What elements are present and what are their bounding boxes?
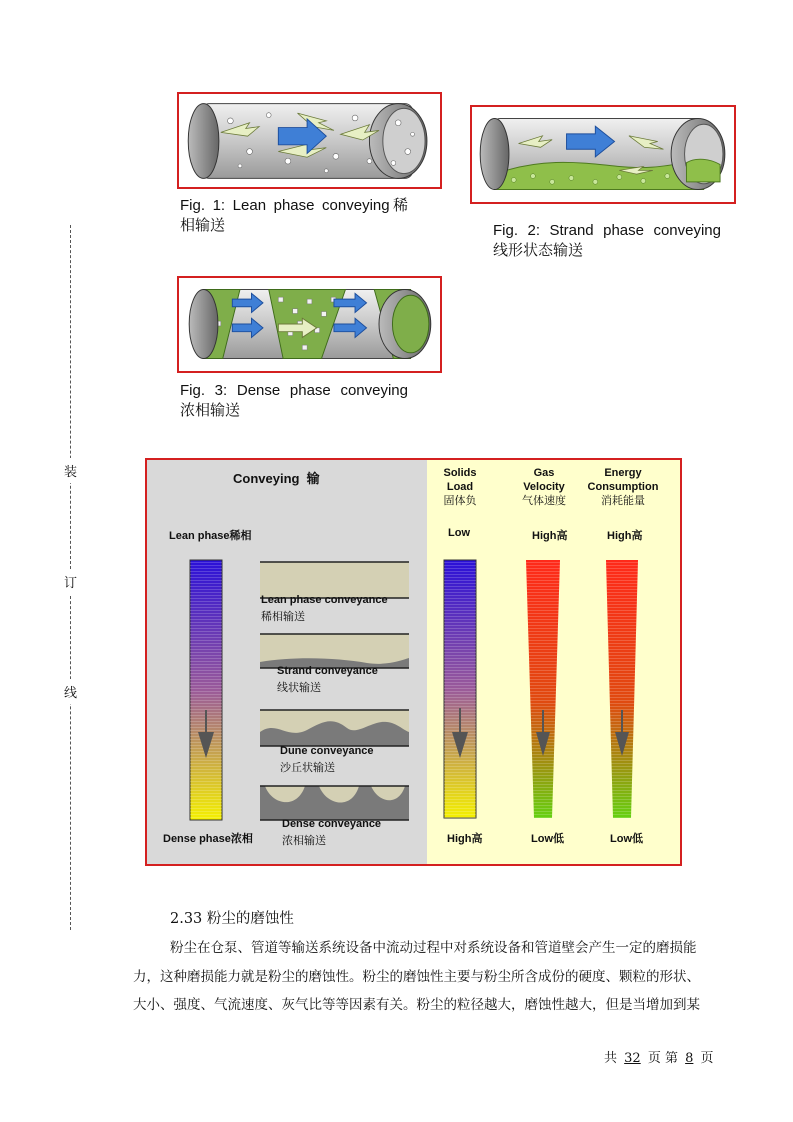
page-footer — [604, 1045, 714, 1072]
conveying-comparison-diagram — [145, 458, 682, 866]
gas-velocity-bar — [526, 560, 560, 818]
footer-total-prefix: 共 — [604, 1051, 618, 1066]
col-energy-title-line2: Consumption — [587, 481, 659, 493]
figure-1-caption-line1: Fig. 1: Lean phase conveying稀 — [180, 197, 408, 214]
col-solids-bottom: High高 — [447, 833, 483, 845]
mode-dense-label-zh: 浓相输送 — [282, 834, 326, 847]
phase-gradient-bar — [190, 560, 222, 820]
mode-lean-label-en: Lean phase conveyance — [261, 594, 388, 606]
col-gas-title — [509, 466, 579, 508]
figure-2-caption-line1: Fig. 2: Strand phase conveying — [493, 222, 721, 239]
col-energy-bottom: Low低 — [610, 833, 643, 845]
footer-current-page: 8 — [685, 1051, 694, 1066]
lean-phase-pipe-illustration — [179, 94, 440, 187]
strand-phase-pipe-illustration — [472, 107, 734, 202]
col-gas-title-line2: Velocity — [523, 481, 565, 493]
binding-char-xian: 线 — [64, 679, 77, 704]
mode-strand-label-en: Strand conveyance — [277, 665, 378, 677]
figure-2-caption-line2: 线形状态输送 — [493, 242, 584, 259]
mode-dune-label-en: Dune conveyance — [280, 745, 374, 757]
figure-3-caption-line1: Fig. 3: Dense phase conveying — [180, 382, 408, 399]
col-solids-title-line1: Solids — [443, 467, 477, 479]
mode-dune-label-zh: 沙丘状输送 — [280, 761, 335, 774]
col-solids-top: Low — [448, 527, 470, 539]
solids-load-bar — [444, 560, 476, 818]
mode-dune-pipe — [260, 710, 409, 746]
lean-phase-label: Lean phase稀相 — [169, 530, 252, 542]
body-line-3: 大小、强度、气流速度、灰气比等等因素有关。粉尘的粒径越大，磨蚀性越大，但是当增加到某 — [133, 997, 700, 1013]
col-gas-title-line1: Gas — [533, 467, 555, 479]
col-solids-title-zh: 固体负 — [443, 494, 477, 507]
mode-strand-pipe — [260, 634, 409, 668]
binding-char-ding: 订 — [64, 569, 77, 594]
footer-page-word1: 页 第 — [647, 1051, 678, 1066]
body-line-2: 力，这种磨损能力就是粉尘的磨蚀性。粉尘的磨蚀性主要与粉尘所含成份的硬度、颗粒的形状、 — [133, 969, 700, 985]
dense-phase-pipe-illustration — [179, 278, 440, 371]
figure-3-dense-phase — [177, 276, 442, 373]
footer-page-word2: 页 — [700, 1051, 714, 1066]
figure-1-lean-phase — [177, 92, 442, 189]
binding-char-zhuang: 装 — [64, 458, 77, 483]
col-energy-title-zh: 消耗能量 — [601, 494, 645, 507]
col-energy-top: High高 — [607, 530, 643, 542]
mode-dense-pipe — [260, 786, 409, 820]
footer-total-pages: 32 — [624, 1051, 641, 1066]
col-gas-bottom: Low低 — [531, 833, 564, 845]
col-gas-top: High高 — [532, 530, 568, 542]
figure-1-caption-line2: 相输送 — [180, 217, 226, 234]
diagram-graphics — [147, 460, 680, 864]
col-solids-title-line2: Load — [446, 481, 474, 493]
dense-phase-label: Dense phase浓相 — [163, 833, 253, 845]
col-gas-title-zh: 气体速度 — [522, 494, 566, 507]
body-line-1: 粉尘在仓泵、管道等输送系统设备中流动过程中对系统设备和管道壁会产生一定的磨损能 — [170, 940, 697, 956]
col-energy-title-line1: Energy — [604, 467, 642, 479]
figure-2-strand-phase — [470, 105, 736, 204]
diagram-conveying-title: Conveying 输 — [233, 471, 320, 486]
mode-strand-label-zh: 线状输送 — [277, 681, 321, 694]
col-energy-title — [582, 466, 664, 508]
col-solids-title — [430, 466, 490, 508]
energy-consumption-bar — [606, 560, 638, 818]
figure-3-caption-line2: 浓相输送 — [180, 402, 241, 419]
mode-lean-pipe — [260, 562, 409, 598]
section-heading: 2.33 粉尘的磨蚀性 — [170, 911, 294, 927]
mode-lean-label-zh: 稀相输送 — [261, 610, 305, 623]
mode-dense-label-en: Dense conveyance — [282, 818, 382, 830]
